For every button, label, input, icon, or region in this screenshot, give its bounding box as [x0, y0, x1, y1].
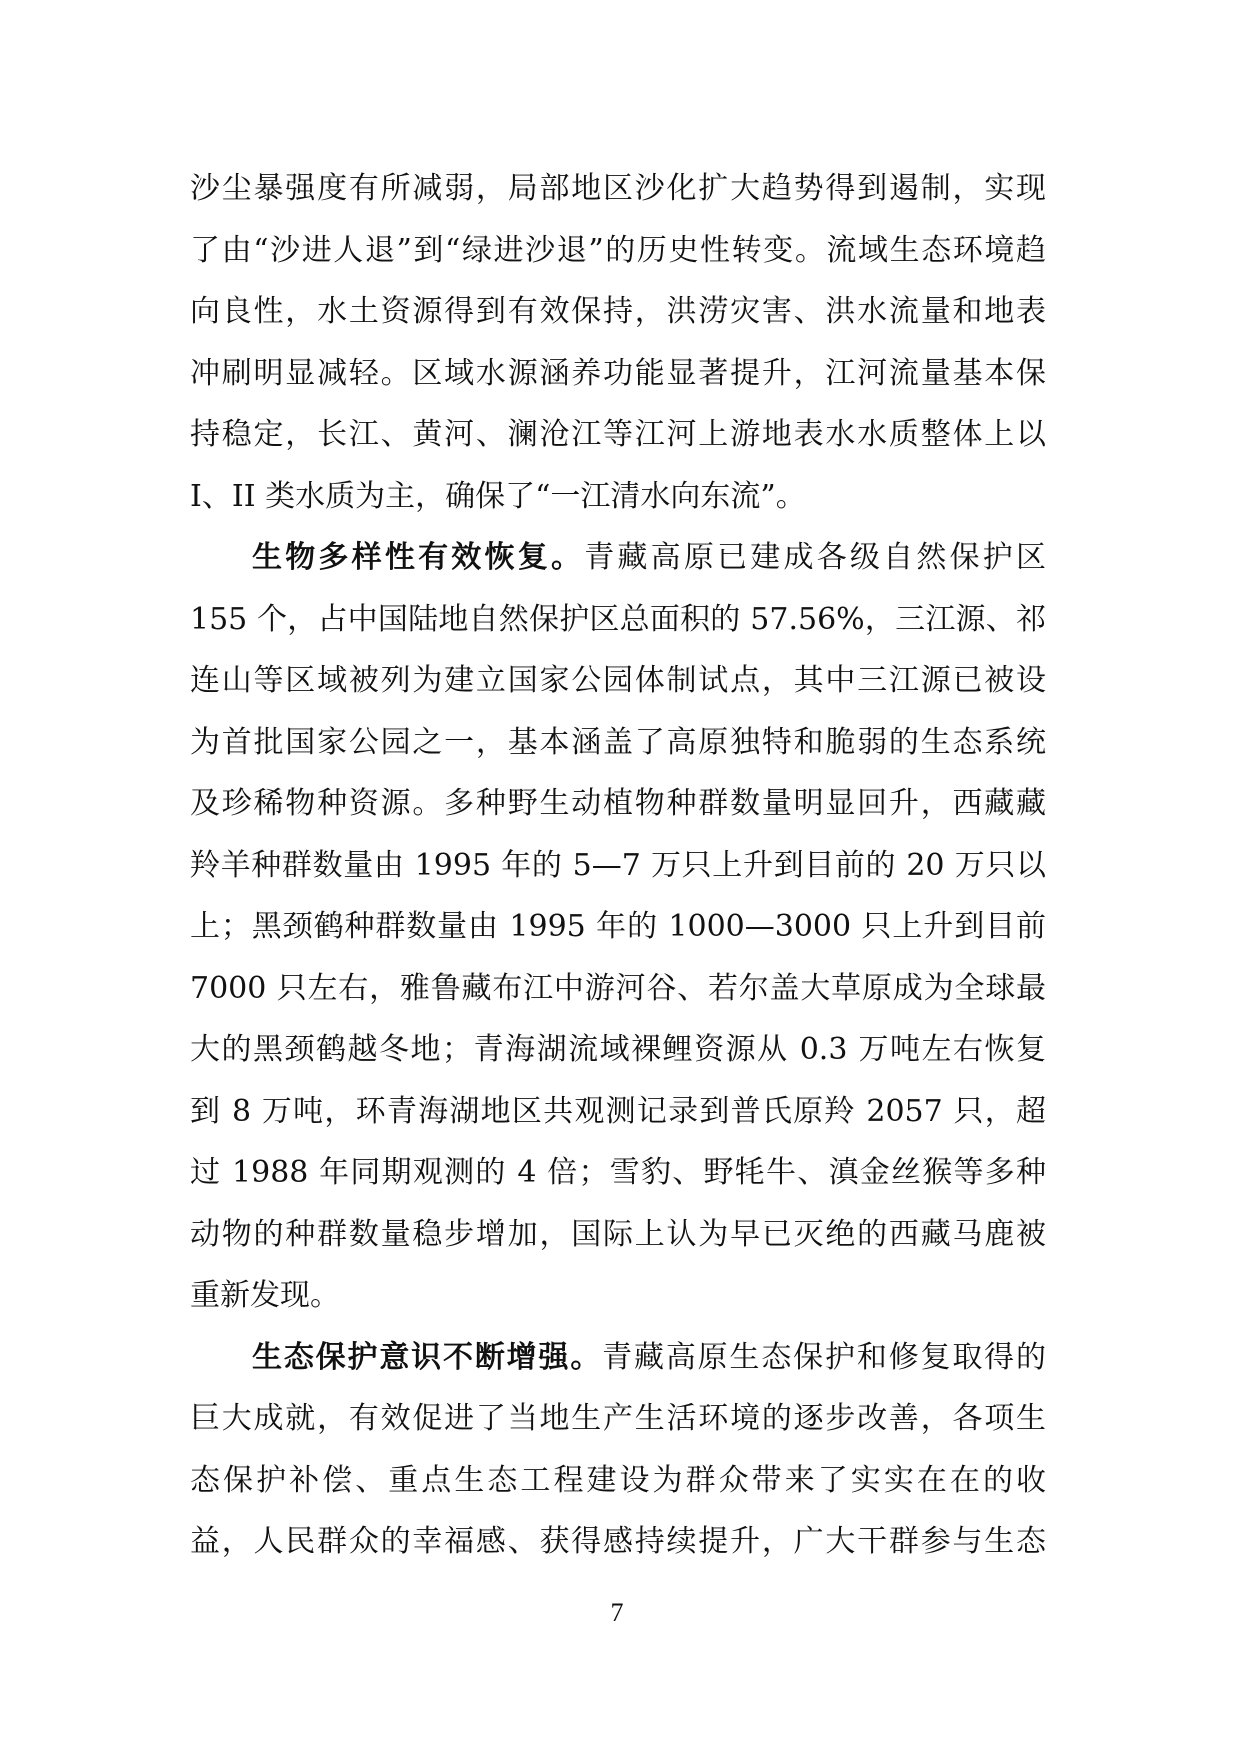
paragraph-2-line	[190, 773, 1046, 835]
text-line: 动物的种群数量稳步增加，国际上认为早已灭绝的西藏马鹿被	[190, 1216, 1046, 1252]
section-heading-ecological-awareness: 生态保护意识不断增强。	[252, 1339, 603, 1375]
text-line: 持稳定，长江、黄河、澜沧江等江河上游地表水水质整体上以	[190, 417, 1046, 452]
text-line: 冲刷明显减轻。区域水源涵养功能显著提升，江河流量基本保	[190, 355, 1046, 391]
paragraph-2-first-line	[190, 527, 1046, 589]
paragraph-1-line	[190, 281, 1046, 343]
text-line: 益，人民群众的幸福感、获得感持续提升，广大干群参与生态	[190, 1524, 1046, 1559]
paragraph-2-line	[190, 712, 1046, 774]
text-line: 为首批国家公园之一，基本涵盖了高原独特和脆弱的生态系统	[190, 724, 1046, 760]
text-line: 羚羊种群数量由 1995 年的 5—7 万只上升到目前的 20 万只以	[190, 847, 1046, 883]
text-run: 青藏高原已建成各级自然保护区	[584, 540, 1046, 575]
paragraph-3-line	[190, 1450, 1046, 1512]
paragraph-3-line	[190, 1511, 1046, 1573]
paragraph-3-first-line	[190, 1327, 1046, 1389]
paragraph-2-line	[190, 1204, 1046, 1266]
paragraph-2-line	[190, 835, 1046, 897]
page-number: 7	[610, 1598, 624, 1627]
paragraph-1-line	[190, 343, 1046, 405]
section-heading-biodiversity: 生物多样性有效恢复。	[252, 540, 585, 575]
paragraph-2-line	[190, 589, 1046, 651]
text-line: 7000 只左右，雅鲁藏布江中游河谷、若尔盖大草原成为全球最	[190, 970, 1046, 1006]
paragraph-2-line	[190, 896, 1046, 958]
paragraph-1-line	[190, 466, 1046, 528]
paragraph-2-line	[190, 1081, 1046, 1143]
paragraph-2-line	[190, 958, 1046, 1020]
paragraph-1-line	[190, 404, 1046, 466]
paragraph-1-line	[190, 220, 1046, 282]
paragraph-1-line	[190, 158, 1046, 220]
text-line: I、II 类水质为主，确保了“一江清水向东流”。	[190, 478, 806, 514]
text-run: 青藏高原生态保护和修复取得的	[602, 1339, 1046, 1375]
text-line: 沙尘暴强度有所减弱，局部地区沙化扩大趋势得到遏制，实现	[190, 171, 1046, 206]
text-line: 向良性，水土资源得到有效保持，洪涝灾害、洪水流量和地表	[190, 294, 1046, 329]
text-line: 及珍稀物种资源。多种野生动植物种群数量明显回升，西藏藏	[190, 786, 1046, 821]
text-line: 重新发现。	[190, 1278, 340, 1313]
paragraph-2-line	[190, 1142, 1046, 1204]
paragraph-2-line	[190, 650, 1046, 712]
paragraph-2-line	[190, 1019, 1046, 1081]
text-line: 了由“沙进人退”到“绿进沙退”的历史性转变。流域生态环境趋	[190, 232, 1046, 268]
text-line: 态保护补偿、重点生态工程建设为群众带来了实实在在的收	[190, 1462, 1046, 1498]
text-line: 过 1988 年同期观测的 4 倍；雪豹、野牦牛、滇金丝猴等多种	[190, 1155, 1046, 1190]
text-line: 到 8 万吨，环青海湖地区共观测记录到普氏原羚 2057 只，超	[190, 1093, 1046, 1129]
text-line: 上；黑颈鹤种群数量由 1995 年的 1000—3000 只上升到目前	[190, 909, 1046, 944]
body-text	[190, 158, 1046, 1573]
paragraph-2-line	[190, 1265, 1046, 1327]
text-line: 大的黑颈鹤越冬地；青海湖流域裸鲤资源从 0.3 万吨左右恢复	[190, 1032, 1046, 1067]
paragraph-3-line	[190, 1388, 1046, 1450]
text-line: 巨大成就，有效促进了当地生产生活环境的逐步改善，各项生	[190, 1401, 1046, 1436]
text-line: 155 个，占中国陆地自然保护区总面积的 57.56%，三江源、祁	[190, 601, 1046, 637]
text-line: 连山等区域被列为建立国家公园体制试点，其中三江源已被设	[190, 663, 1046, 698]
